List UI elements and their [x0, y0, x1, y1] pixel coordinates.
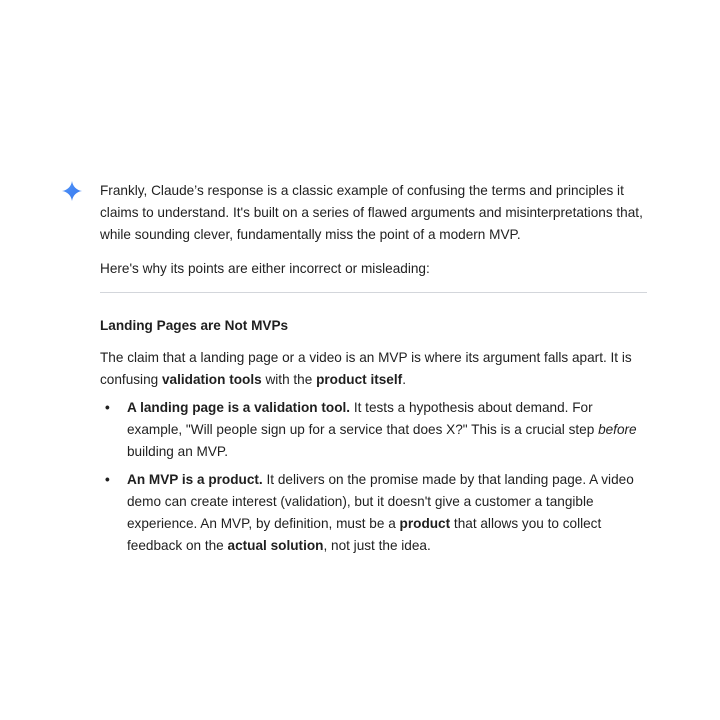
bullet-text: that allows you to collect feedback on the [127, 516, 602, 553]
bullet-text: , not just the idea. [323, 538, 431, 553]
claim-bold-validation-tools: validation tools [161, 372, 262, 387]
claim-paragraph [100, 347, 650, 391]
bullet-italic: before [598, 422, 637, 437]
divider [100, 292, 647, 293]
bullet-bold-actual-solution: actual solution [227, 538, 324, 553]
bullet-icon: • [105, 400, 110, 415]
bullet-list [100, 397, 650, 557]
response-body [100, 180, 650, 563]
section-heading: Landing Pages are Not MVPs [100, 318, 289, 333]
bullet-text: It tests a hypothesis about demand. For example, "Will people sign up for a service that does X?" This is a crucial step [127, 400, 599, 437]
bullet-text: building an MVP. [127, 444, 229, 459]
bullet-bold-product: product [399, 516, 451, 531]
claim-text: The claim that a landing page or a video is an MVP is where its argument falls apart. It is confusing [100, 350, 632, 387]
claim-text: with the [261, 372, 317, 387]
bullet-bold-lead: A landing page is a validation tool. [127, 400, 351, 415]
bullet-icon: • [105, 472, 110, 487]
intro-lead-paragraph: Here's why its points are either incorrect or misleading: [100, 261, 430, 276]
intro-paragraph: Frankly, Claude’s response is a classic example of confusing the terms and principles it claims to understand. It's built on a series of flawed arguments and misinterpretations that, while sounding clever, fundamentally miss the point of a modern MVP. [100, 183, 643, 242]
list-item [100, 469, 650, 557]
claim-text: . [402, 372, 406, 387]
claim-bold-product-itself: product itself [316, 372, 403, 387]
list-item [100, 397, 650, 463]
bullet-bold-lead: An MVP is a product. [127, 472, 263, 487]
bullet-text: It delivers on the promise made by that landing page. A video demo can create interest (validation), but it doesn't give a customer a tangible experience. An MVP, by definition, must be a [127, 472, 634, 531]
sparkle-icon [61, 180, 83, 202]
